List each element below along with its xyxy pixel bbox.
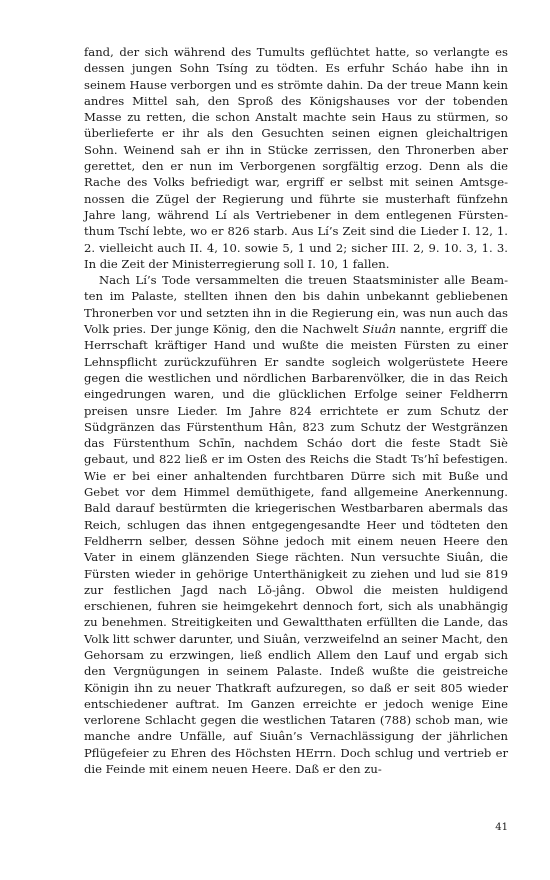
paragraph-2 [84,272,508,777]
paragraph-2-part-1: Nach Lí’s Tode versammelten die treuen Staatsminister alle Beamten im Palaste, stellten ihnen den bis dahin unbekannt gebliebenen Thronerben vor und setzten ihn in die Regierung ein, was nun auch das Volk pries. Der junge König, den die Nachwelt [84,273,508,337]
page-body [84,44,508,777]
paragraph-2-part-2: nannte, ergriff die Herrschaft kräftiger Hand und wußte die meisten Fürsten zu einer Lehnspflicht zurückzuführen Er sandte sogleich wolgerüstete Heere gegen die westlichen und nördlichen Barbarenvölker, die in das Reich eingedrungen waren, und die glücklichen Erfolge seiner Feldherrn preisen unsre Lieder. Im Jahre 824 errichtete er zum Schutz der Südgränzen das Fürstenthum Hân, 823 zum Schutz der Westgränzen das Fürstenthum Schīn, nachdem Scháo dort die feste Stadt Siè gebaut, und 822 ließ er im Osten des Reichs die Stadt Ts’hî befestigen. Wie er bei einer anhaltenden furchtbaren Dürre sich mit Buße und Gebet vor dem Himmel demüthigete, fand allgemeine Anerkennung. Bald darauf bestürmten die kriegerischen Westbarbaren abermals das Reich, schlugen das ihnen entgegengesandte Heer und tödteten den Feldherrn selber, dessen Söhne jedoch mit einem neuen Heere den Vater in einem glänzenden Siege rächten. Nun versuchte Siuân, die Fürsten wieder in gehörige Unterthänigkeit zu ziehen und lud sie 819 zur festlichen Jagd nach Lŏ-jâng. Obwol die meisten huldigend erschienen, fuhren sie heimgekehrt dennoch fort, sich als unabhängig zu benehmen. Streitigkeiten und Gewaltthaten erfüllten die Lande, das Volk litt schwer darunter, und Siuân, verzweifelnd an seiner Macht, den Gehorsam zu erzwingen, ließ endlich Allem den Lauf und ergab sich den Vergnügungen in seinem Palaste. Indeß wußte die geistreiche Königin ihn zu neuer Thatkraft aufzuregen, so daß er seit 805 wieder entschiedener auftrat. Im Ganzen erreichte er jedoch wenige Eine verlorene Schlacht gegen die westlichen Tataren (788) schob man, wie manche andre Unfälle, auf Siuân’s Vernachlässigung der jährlichen Pflügefeier zu Ehren des Höchsten HErrn. Doch schlug und vertrieb er die Feinde mit einem neuen Heere. Daß er den zu- [84,322,508,777]
page-number: 41 [495,822,508,833]
king-name-siuan: Siuân [362,322,397,337]
paragraph-1: fand, der sich während des Tumults geflüchtet hatte, so verlangte es dessen jungen Sohn Tsíng zu tödten. Es erfuhr Scháo habe ihn in seinem Hause verborgen und es strömte dahin. Da der treue Mann kein andres Mittel sah, den Sproß des Königshauses vor der tobenden Masse zu retten, die schon Anstalt machte sein Haus zu stürmen, so überlieferte er ihr als den Gesuchten seinen eignen gleichaltrigen Sohn. Weinend sah er ihn in Stücke zerrissen, den Thronerben aber gerettet, den er nun im Verborgenen sorgfältig erzog. Denn als die Rache des Volks befriedigt war, ergriff er selbst mit seinen Amtsgenossen die Zügel der Regierung und führte sie musterhaft fünfzehn Jahre lang, während Lí als Vertriebener in dem entlegenen Fürstenthum Tschí lebte, wo er 826 starb. Aus Lí’s Zeit sind die Lieder I. 12, 1. 2. vielleicht auch II. 4, 10. sowie 5, 1 und 2; sicher III. 2, 9. 10. 3, 1. 3. In die Zeit der Ministerregierung soll I. 10, 1 fallen. [84,45,508,271]
